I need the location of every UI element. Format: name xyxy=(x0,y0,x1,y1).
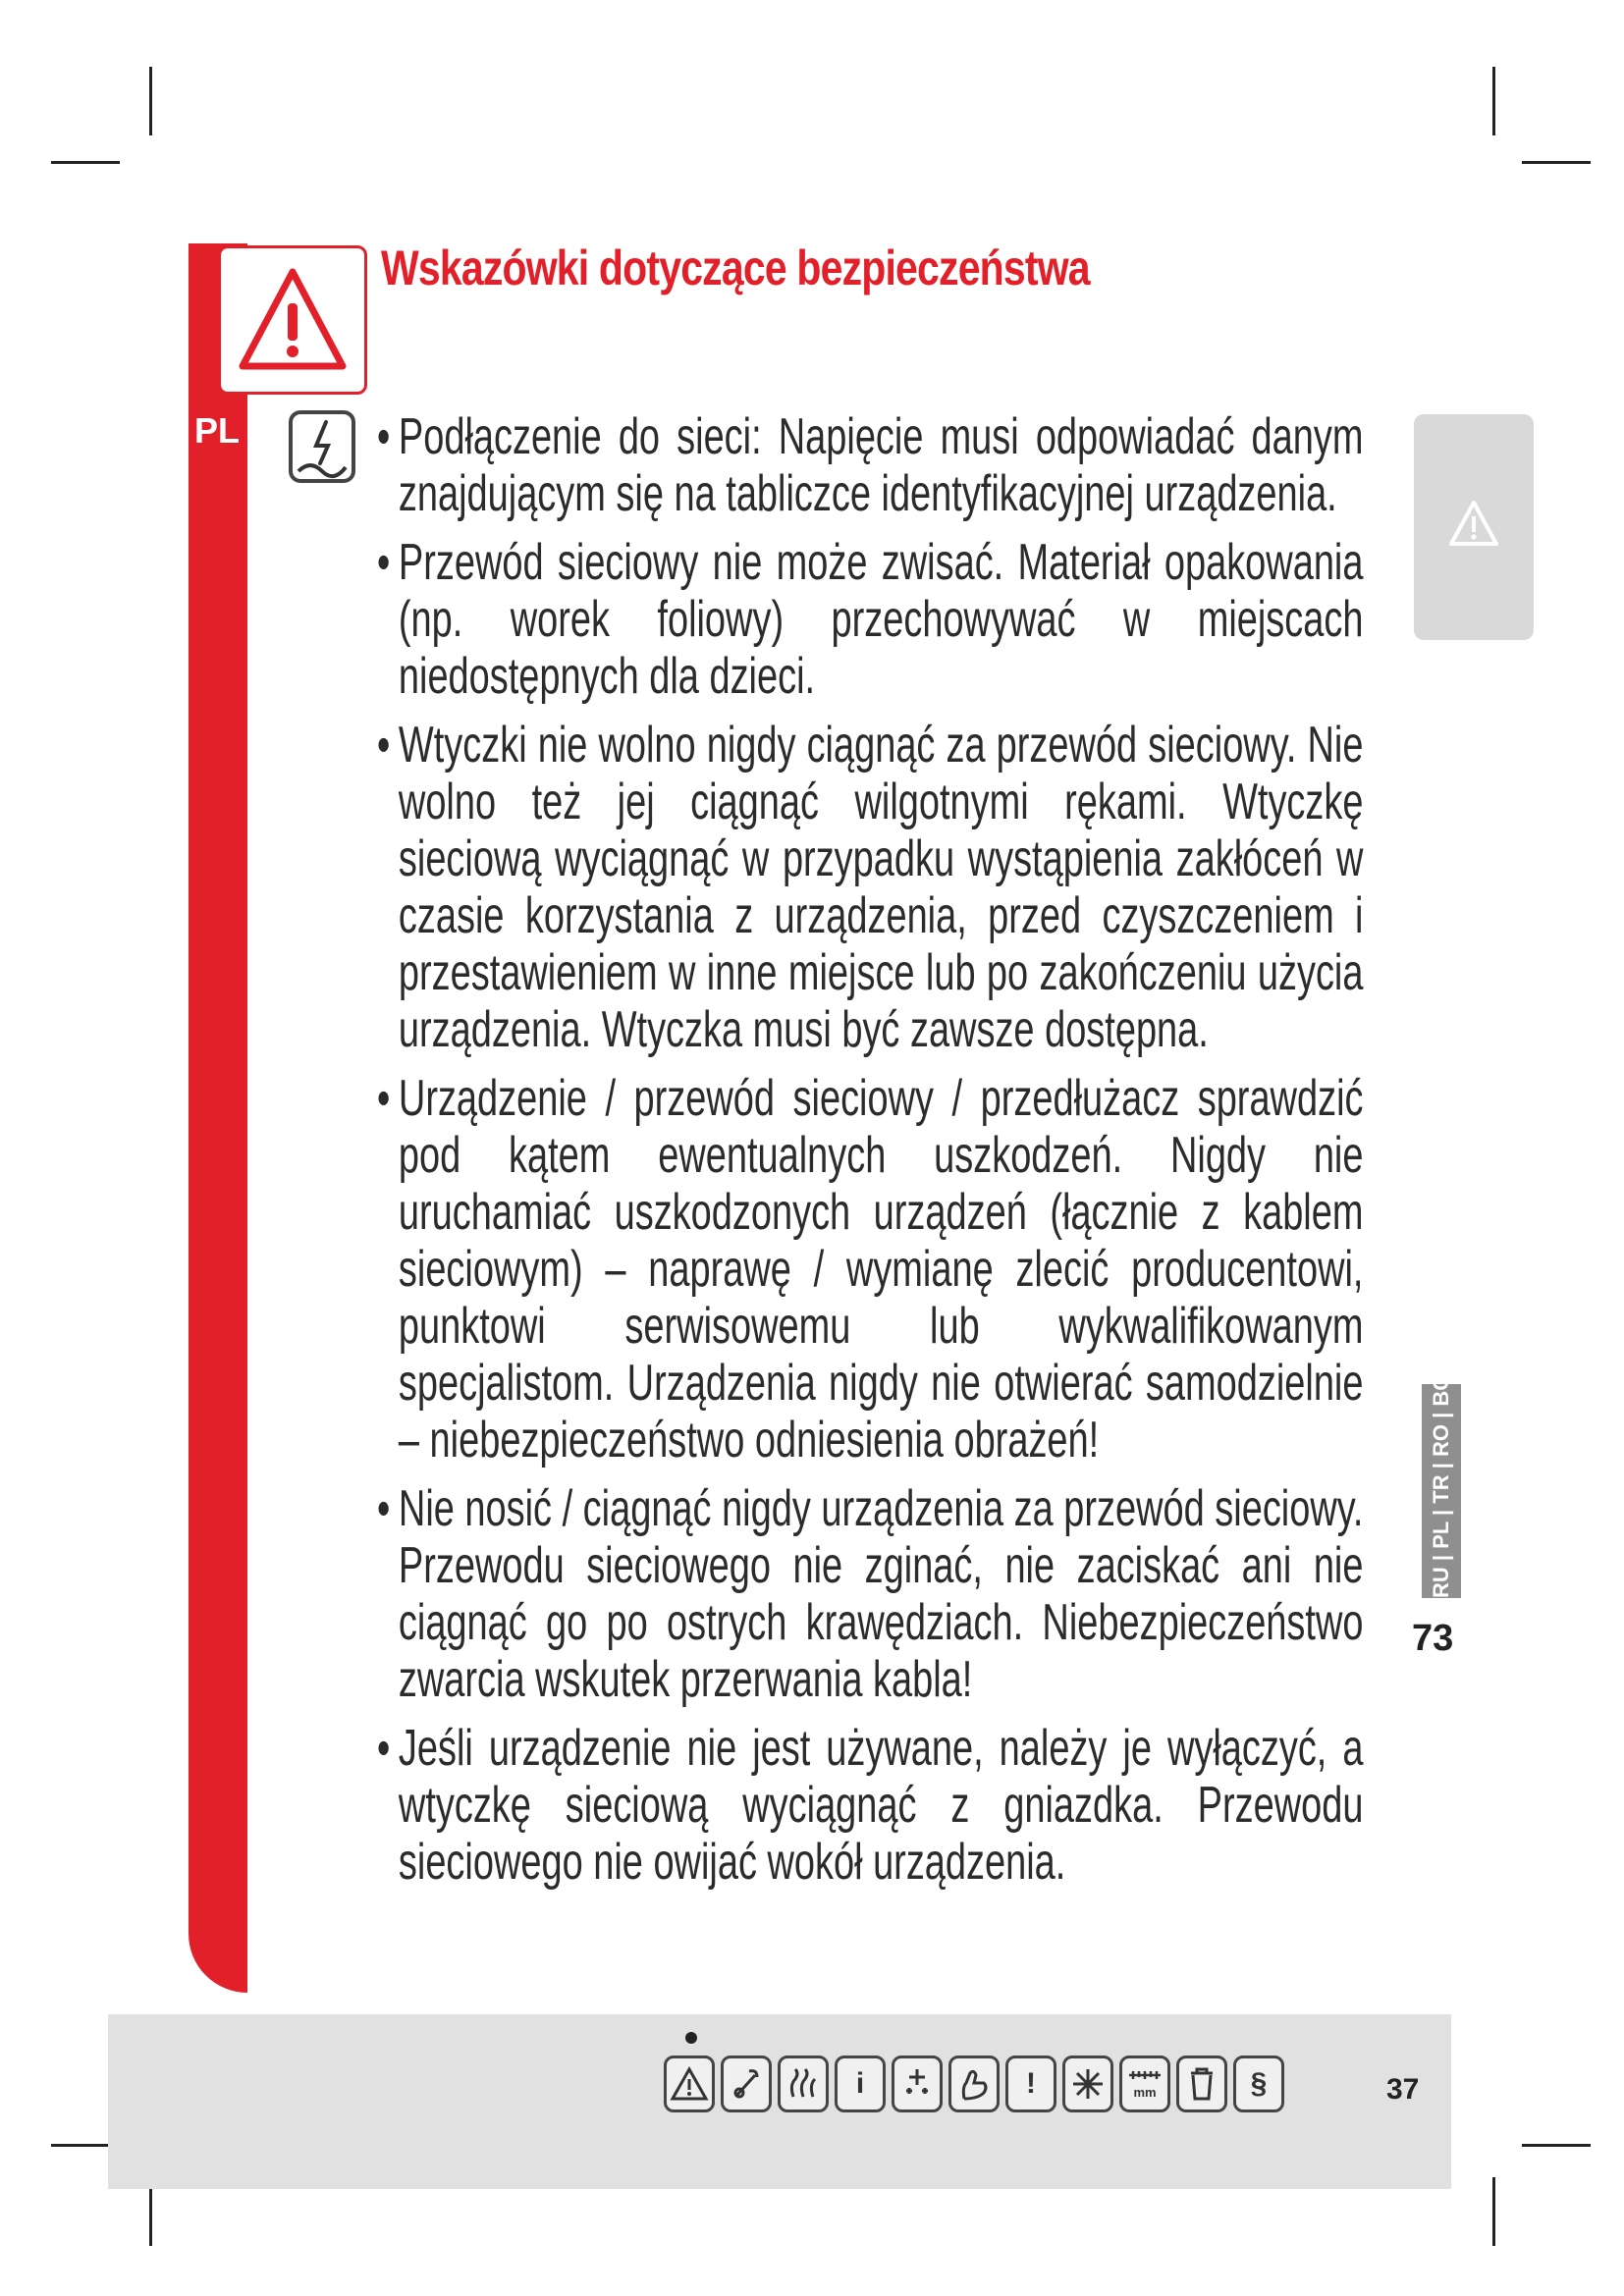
hand-nav-icon[interactable] xyxy=(948,2056,1000,2112)
list-item: • Nie nosić / ciągnąć nigdy urządzenia za przewód sieciowy. Przewodu sieciowego nie zginać, nie zaciskać ani nie ciągnąć go po ostrych krawędziach. Niebezpieczeństwo zwarcia wskutek przerwania kabla! xyxy=(377,1480,1363,1708)
crop-mark xyxy=(1492,67,1495,135)
section-page-number: 73 xyxy=(1412,1618,1454,1659)
disposal-nav-icon[interactable] xyxy=(1176,2056,1227,2112)
page-title: Wskazówki dotyczące bezpieczeństwa xyxy=(381,240,1090,295)
section-side-bar xyxy=(189,243,247,1993)
caution-nav-icon[interactable]: ! xyxy=(1005,2056,1056,2112)
info-nav-icon[interactable]: i xyxy=(835,2056,886,2112)
warning-triangle-icon xyxy=(237,264,349,376)
language-label: PL xyxy=(194,410,241,451)
crop-mark xyxy=(51,161,120,164)
crop-mark xyxy=(1522,2144,1591,2147)
list-item: • Jeśli urządzenie nie jest używane, należy je wyłączyć, a wtyczkę sieciową wyciągnąć z gniazdka. Przewodu sieciowego nie owijać wokół urządzenia. xyxy=(377,1720,1363,1891)
warning-nav-icon[interactable] xyxy=(664,2056,715,2112)
cleaning-nav-icon[interactable] xyxy=(1062,2056,1113,2112)
electric-plug-icon xyxy=(287,408,357,485)
legal-nav-icon[interactable]: § xyxy=(1233,2056,1284,2112)
list-item: • Podłączenie do sieci: Napięcie musi odpowiadać danym znajdującym się na tabliczce identyfikacyjnej urządzenia. xyxy=(377,408,1363,522)
dimensions-nav-icon[interactable] xyxy=(1119,2056,1170,2112)
active-section-indicator xyxy=(685,2032,697,2044)
safety-instructions-list xyxy=(377,408,1364,1902)
language-index-label: RU | PL | TR | RO | BG xyxy=(1429,1373,1453,1598)
list-item: • Urządzenie / przewód sieciowy / przedłużacz sprawdzić pod kątem ewentualnych uszkodzeń. Nigdy nie uruchamiać uszkodzonych urządzeń (łącznie z kablem sieciowym) – naprawę / wymianę zlecić producentowi, punktowi serwisowemu lub wykwalifikowanym specjalistom. Urządzenia nigdy nie otwierać samodzielnie – niebezpieczeństwo odniesienia obrażeń! xyxy=(377,1070,1363,1468)
list-item: • Przewód sieciowy nie może zwisać. Materiał opakowania (np. worek foliowy) przechowywać w miejscach niedostępnych dla dzieci. xyxy=(377,534,1363,705)
crop-mark xyxy=(1492,2177,1495,2246)
svg-text:mm: mm xyxy=(1133,2085,1157,2100)
footer-icon-bar xyxy=(664,2056,1284,2112)
crop-mark xyxy=(149,67,152,135)
list-item: • Wtyczki nie wolno nigdy ciągnąć za przewód sieciowy. Nie wolno też jej ciągnąć wilgotnymi rękami. Wtyczkę sieciową wyciągnąć w przypadku wystąpienia zakłóceń w czasie korzystania z urządzenia, przed czyszczeniem i przestawieniem w inne miejsce lub po zakończeniu użycia urządzenia. Wtyczka musi być zawsze dostępna. xyxy=(377,717,1363,1058)
tools-nav-icon[interactable] xyxy=(721,2056,772,2112)
warning-section-tab[interactable] xyxy=(1414,414,1534,640)
heat-nav-icon[interactable] xyxy=(778,2056,829,2112)
warning-triangle-icon xyxy=(1447,499,1500,548)
setup-nav-icon[interactable] xyxy=(892,2056,943,2112)
page-number: 37 xyxy=(1386,2073,1420,2106)
warning-badge xyxy=(218,245,367,395)
crop-mark xyxy=(1522,161,1591,164)
